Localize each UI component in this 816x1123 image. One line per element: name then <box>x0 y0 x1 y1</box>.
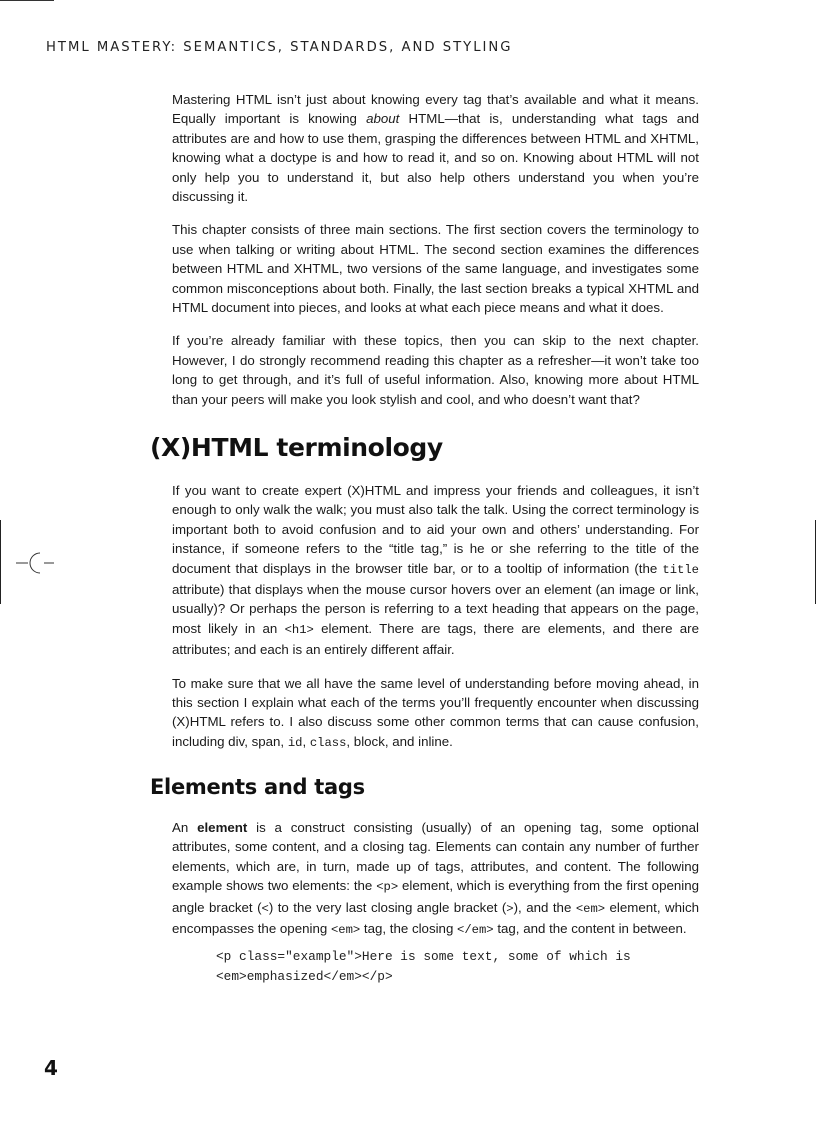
inline-code: > <box>506 901 514 916</box>
text-run: attribute) that displays when the mouse cursor hovers over an element (an image or link, usually)? Or perhaps the person is referring to a text heading that appears on the page, most likely in an <box>172 582 699 636</box>
text-run: HTML—that is, understanding what tags and attributes are and how to use them, grasping the differences between HTML and XHTML, knowing what a doctype is and how to read it, and so on. Knowing about HTML will not only help you to understand it, but also help others understand you when you’re discussing it. <box>172 111 699 205</box>
registration-mark-icon <box>16 548 56 578</box>
inline-code: <h1> <box>284 622 314 637</box>
elements-paragraph-1 <box>172 818 699 940</box>
intro-paragraph-2: This chapter consists of three main sections. The first section covers the terminology to use when talking or writing about HTML. The second section examines the differences between HTML and XHTML, two versions of the same language, and investigates some common misconceptions about both. Finally, the last section breaks a typical XHTML and HTML document into pieces, and looks at what each piece means and what it does. <box>172 222 699 316</box>
code-line: <em>emphasized</em></p> <box>216 969 393 984</box>
text-run: is a construct consisting (usually) of an opening tag, some optional attributes, some content, and a closing tag. Elements can contain any number of further elements, which are, in turn, made up of tags, attributes, and content. The following example shows two elements: the <box>172 820 699 894</box>
elements-section <box>172 818 699 954</box>
inline-code: id <box>287 735 303 750</box>
text-run: tag, and the content in between. <box>493 921 687 937</box>
term-element: element <box>197 820 248 835</box>
inline-code: <em> <box>330 923 361 938</box>
text-run: ) to the very last closing angle bracket ( <box>268 899 507 915</box>
inline-code: < <box>261 901 269 916</box>
text-run: tag, the closing <box>360 921 458 937</box>
top-rule <box>0 0 54 1</box>
text-run: If you want to create expert (X)HTML and impress your friends and colleagues, it isn’t enough to only walk the walk; you must also talk the talk. Using the correct terminology is important both to avoid confusion and to aid your own and others’ understanding. For instance, if someone refers to the “title tag,” is he or she referring to the title of the document that displays in the browser title bar, or to a tooltip of information (the <box>172 483 699 576</box>
terminology-section <box>172 481 699 767</box>
section-heading-elements-and-tags: Elements and tags <box>150 775 365 799</box>
text-run: , <box>302 733 310 749</box>
intro-paragraph-3: If you’re already familiar with these topics, then you can skip to the next chapter. However, I do strongly recommend reading this chapter as a refresher—it won’t take too long to get through, and it’s full of useful information. Also, knowing more about HTML than your peers will make you look stylish and cool, and who doesn’t want that? <box>172 333 699 407</box>
text-run: ), and the <box>513 899 576 915</box>
text-run: element. There are tags, there are elements, and there are attributes; and each is an entirely different affair. <box>172 620 699 658</box>
text-run: , block, and inline. <box>346 733 453 749</box>
emphasis-about: about <box>366 111 400 127</box>
terminology-paragraph-2 <box>172 674 699 754</box>
inline-code: title <box>662 562 699 577</box>
section-heading-terminology: (X)HTML terminology <box>150 433 443 462</box>
code-line: <p class="example">Here is some text, some of which is <box>216 949 631 964</box>
page-number: 4 <box>44 1056 58 1080</box>
inline-code: <p> <box>376 880 399 895</box>
intro-paragraph-1 <box>172 90 699 206</box>
text-run: Mastering HTML isn’t just about knowing every tag that’s available and what it means. Equally important is knowing <box>172 92 699 127</box>
text-run: element, which is everything from the first opening angle bracket ( <box>172 878 699 915</box>
inline-code: <em> <box>575 901 606 916</box>
text-run: To make sure that we all have the same level of understanding before moving ahead, in this section I explain what each of the terms you’ll frequently encounter when discussing (X)HTML refers to. I also discuss some other common terms that can cause confusion, including div, span, <box>172 675 699 749</box>
text-run: element, which encompasses the opening <box>172 899 699 937</box>
terminology-paragraph-1 <box>172 481 699 660</box>
running-head: HTML MASTERY: SEMANTICS, STANDARDS, AND STYLING <box>46 40 513 55</box>
text-run: An <box>172 820 198 835</box>
intro-section <box>172 90 699 423</box>
code-example <box>216 947 631 987</box>
crop-mark-left <box>0 520 1 604</box>
inline-code: class <box>309 735 347 750</box>
inline-code: </em> <box>457 923 494 938</box>
